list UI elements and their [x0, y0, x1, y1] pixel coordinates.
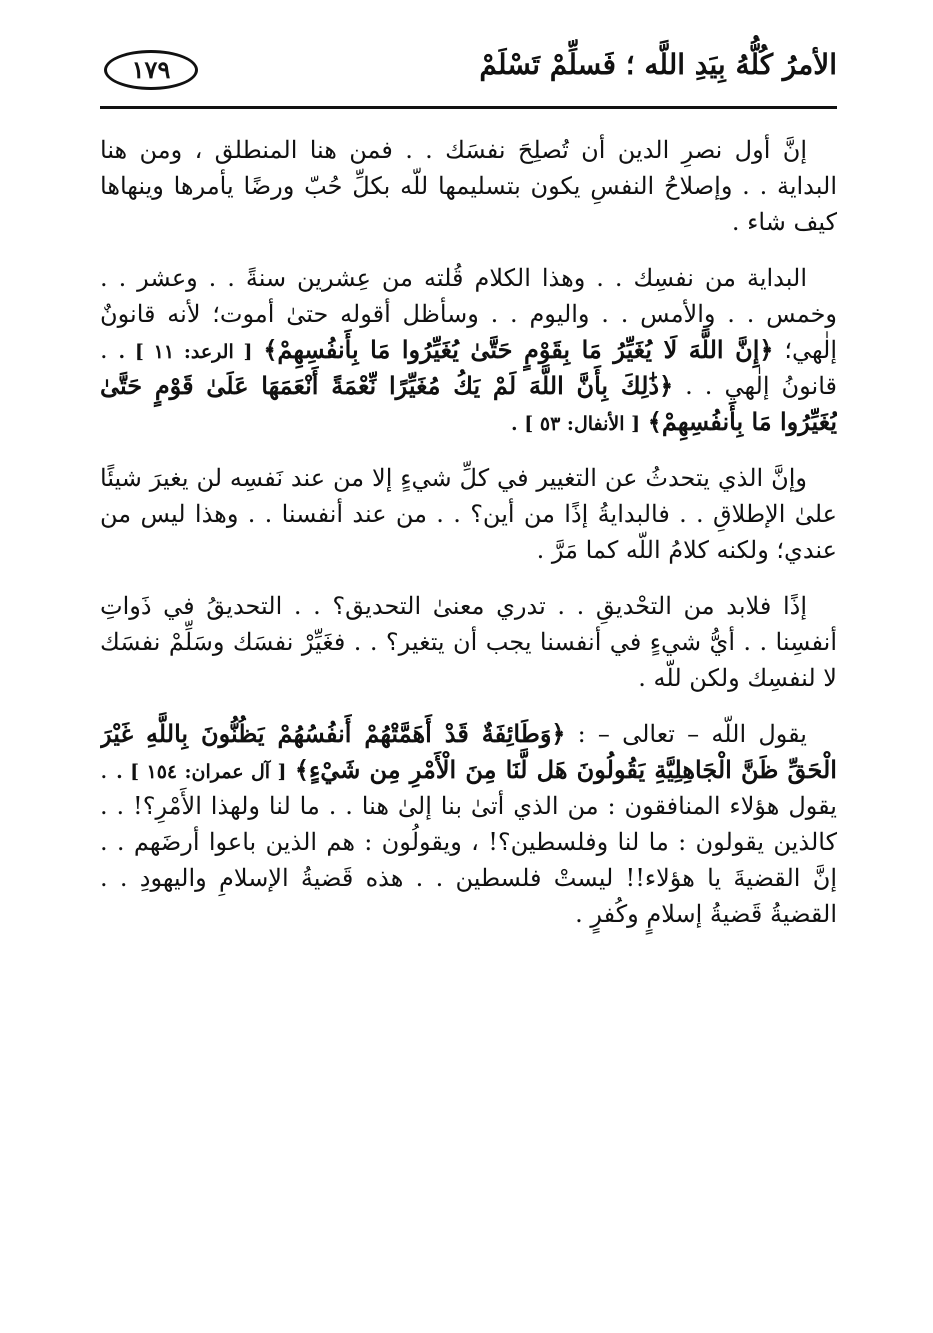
paragraph-3-text: وإنَّ الذي يتحدثُ عن التغيير في كلِّ شيءٍ إلا من عند نَفسِه لن يغيرَ شيئًا علىٰ الإطلاقِ . . فالبدايةُ إذًا من أين؟ . . من عند أنفسنا . . وهذا ليس من عندي؛ ولكنه كلامُ اللّه كما مَرَّ .: [100, 464, 837, 564]
paragraph-3: [100, 460, 837, 568]
paragraph-4-text: إذًا فلابد من التحْديقِ . . تدري معنىٰ التحديق؟ . . التحديقُ في ذَواتِ أنفسِنا . . أيُّ شيءٍ في أنفسنا يجب أن يتغير؟ . . فغَيِّرْ نفسَك وسَلِّمْ نفسَك لا لنفسِك ولكن للّه .: [100, 592, 837, 692]
verse-reference-raad: [ الرعد: ١١ ] .: [118, 341, 253, 363]
verse-reference-al-imran: [ آل عمران: ١٥٤ ] .: [116, 761, 287, 783]
quran-verse-anfal: ﴿ذَٰلِكَ بِأَنَّ اللَّهَ لَمْ يَكُ مُغَيِّرًا نِّعْمَةً أَنْعَمَهَا عَلَىٰ قَوْمٍ حَتَّىٰ يُغَيِّرُوا مَا بِأَنفُسِهِمْ﴾: [100, 371, 837, 436]
paragraph-1-text: إنَّ أول نصرِ الدين أن تُصلِحَ نفسَك . . فمن هنا المنطلق ، ومن هنا البداية . . وإصلاحُ النفسِ يكون بتسليمها للّه بكلِّ حُبّ ورضًا يأمرها وينهاها كيف شاء .: [100, 136, 837, 236]
paragraph-1: [100, 132, 837, 240]
verse-reference-anfal: [ الأنفال: ٥٣ ] .: [511, 413, 641, 435]
quran-verse-al-imran: ﴿وَطَائِفَةٌ قَدْ أَهَمَّتْهُمْ أَنفُسُهُمْ يَظُنُّونَ بِاللَّهِ غَيْرَ الْحَقِّ ظَنَّ الْجَاهِلِيَّةِ يَقُولُونَ هَل لَّنَا مِنَ الْأَمْرِ مِن شَيْءٍ﴾: [100, 719, 837, 784]
page-body: [100, 132, 837, 1283]
running-title: الأمرُ كُلُّهُ بِيَدِ اللَّه ؛ فَسلِّمْ تَسْلَمْ: [479, 48, 837, 81]
paragraph-2-middle: . قانونُ إلٰهي . .: [100, 336, 837, 400]
paragraph-5-rest: . يقول هؤلاء المنافقون : من الذي أتىٰ بنا إلىٰ هنا . . ما لنا ولهذا الأَمْرِ؟! . . كالذين يقولون : ما لنا وفلسطين؟! ، ويقولُون : هم الذين باعوا أرضَهم . . إنَّ القضيةَ يا هؤلاء!! ليستْ فلسطين . . هذه قَضيةُ الإسلامِ واليهودِ . . القضيةُ قَضيةُ إسلامٍ وكُفرٍ .: [100, 756, 837, 928]
paragraph-2-intro: البداية من نفسِك . . وهذا الكلام قُلته من عِشرين سنةً . . وعشر . . وخمس . . والأمس . . واليوم . . وسأظل أقوله حتىٰ أموت؛ لأنه قانونٌ إلٰهي؛: [100, 264, 837, 364]
page-header: [100, 40, 837, 102]
paragraph-4: [100, 588, 837, 696]
page-number-badge: ١٧٩: [104, 50, 198, 90]
paragraph-2: [100, 260, 837, 440]
paragraph-5-intro: يقول اللّه – تعالى – :: [577, 720, 807, 748]
paragraph-5: [100, 716, 837, 932]
header-divider: [100, 106, 837, 109]
quran-verse-raad: ﴿إِنَّ اللَّهَ لَا يُغَيِّرُ مَا بِقَوْمٍ حَتَّىٰ يُغَيِّرُوا مَا بِأَنفُسِهِمْ﴾: [263, 335, 774, 364]
